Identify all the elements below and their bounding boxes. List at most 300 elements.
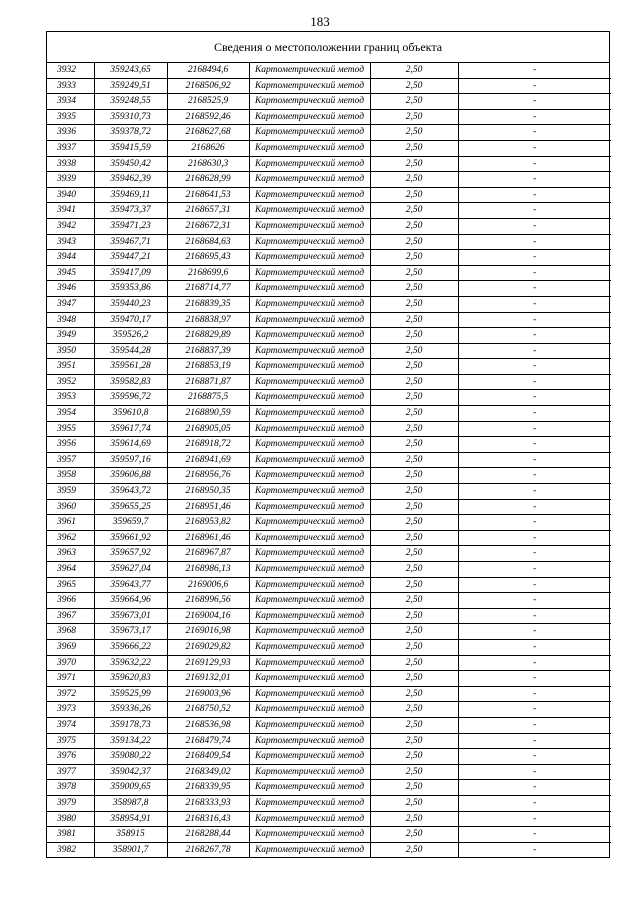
point-number-cell: 3934 xyxy=(47,94,94,110)
table-row xyxy=(47,94,611,110)
point-number-cell: 3933 xyxy=(47,78,94,94)
accuracy-cell: 2,50 xyxy=(370,733,458,749)
y-coordinate-cell: 2169003,96 xyxy=(167,686,249,702)
method-cell: Картометрический метод xyxy=(249,827,370,843)
method-cell: Картометрический метод xyxy=(249,437,370,453)
x-coordinate-cell: 359462,39 xyxy=(94,172,167,188)
y-coordinate-cell: 2168967,87 xyxy=(167,546,249,562)
description-cell: - xyxy=(458,624,611,640)
accuracy-cell: 2,50 xyxy=(370,156,458,172)
method-cell: Картометрический метод xyxy=(249,343,370,359)
y-coordinate-cell: 2168672,31 xyxy=(167,218,249,234)
accuracy-cell: 2,50 xyxy=(370,359,458,375)
y-coordinate-cell: 2168839,35 xyxy=(167,296,249,312)
y-coordinate-cell: 2169016,98 xyxy=(167,624,249,640)
x-coordinate-cell: 359525,99 xyxy=(94,686,167,702)
point-number-cell: 3948 xyxy=(47,312,94,328)
x-coordinate-cell: 359666,22 xyxy=(94,639,167,655)
y-coordinate-cell: 2168506,92 xyxy=(167,78,249,94)
x-coordinate-cell: 359417,09 xyxy=(94,265,167,281)
table-row xyxy=(47,328,611,344)
point-number-cell: 3968 xyxy=(47,624,94,640)
x-coordinate-cell: 359597,16 xyxy=(94,452,167,468)
x-coordinate-cell: 359378,72 xyxy=(94,125,167,141)
y-coordinate-cell: 2168349,02 xyxy=(167,764,249,780)
description-cell: - xyxy=(458,421,611,437)
accuracy-cell: 2,50 xyxy=(370,515,458,531)
accuracy-cell: 2,50 xyxy=(370,686,458,702)
table-row xyxy=(47,655,611,671)
description-cell: - xyxy=(458,702,611,718)
table-row xyxy=(47,63,611,78)
table-row xyxy=(47,125,611,141)
accuracy-cell: 2,50 xyxy=(370,655,458,671)
x-coordinate-cell: 359655,25 xyxy=(94,499,167,515)
x-coordinate-cell: 359415,59 xyxy=(94,140,167,156)
method-cell: Картометрический метод xyxy=(249,530,370,546)
x-coordinate-cell: 359606,88 xyxy=(94,468,167,484)
y-coordinate-cell: 2168339,95 xyxy=(167,780,249,796)
x-coordinate-cell: 359617,74 xyxy=(94,421,167,437)
point-number-cell: 3951 xyxy=(47,359,94,375)
point-number-cell: 3981 xyxy=(47,827,94,843)
x-coordinate-cell: 359526,2 xyxy=(94,328,167,344)
table-row xyxy=(47,452,611,468)
description-cell: - xyxy=(458,109,611,125)
y-coordinate-cell: 2168479,74 xyxy=(167,733,249,749)
point-number-cell: 3935 xyxy=(47,109,94,125)
y-coordinate-cell: 2168657,31 xyxy=(167,203,249,219)
y-coordinate-cell: 2168641,53 xyxy=(167,187,249,203)
description-cell: - xyxy=(458,437,611,453)
description-cell: - xyxy=(458,312,611,328)
description-cell: - xyxy=(458,94,611,110)
y-coordinate-cell: 2168750,52 xyxy=(167,702,249,718)
description-cell: - xyxy=(458,811,611,827)
x-coordinate-cell: 359310,73 xyxy=(94,109,167,125)
point-number-cell: 3969 xyxy=(47,639,94,655)
accuracy-cell: 2,50 xyxy=(370,827,458,843)
point-number-cell: 3960 xyxy=(47,499,94,515)
accuracy-cell: 2,50 xyxy=(370,764,458,780)
point-number-cell: 3953 xyxy=(47,390,94,406)
method-cell: Картометрический метод xyxy=(249,187,370,203)
description-cell: - xyxy=(458,234,611,250)
accuracy-cell: 2,50 xyxy=(370,125,458,141)
method-cell: Картометрический метод xyxy=(249,406,370,422)
table-row xyxy=(47,265,611,281)
table-title: Сведения о местоположении границ объекта xyxy=(47,32,609,63)
y-coordinate-cell: 2168525,9 xyxy=(167,94,249,110)
method-cell: Картометрический метод xyxy=(249,624,370,640)
accuracy-cell: 2,50 xyxy=(370,639,458,655)
method-cell: Картометрический метод xyxy=(249,390,370,406)
description-cell: - xyxy=(533,844,537,855)
table-row xyxy=(47,468,611,484)
point-number-cell: 3962 xyxy=(47,530,94,546)
accuracy-cell: 2,50 xyxy=(370,468,458,484)
y-coordinate-cell: 2168837,39 xyxy=(167,343,249,359)
table-row xyxy=(47,764,611,780)
y-coordinate-cell: 2168905,05 xyxy=(167,421,249,437)
accuracy-cell: 2,50 xyxy=(370,296,458,312)
accuracy-cell: 2,50 xyxy=(370,421,458,437)
x-coordinate-cell: 359178,73 xyxy=(94,717,167,733)
accuracy-cell: 2,50 xyxy=(370,390,458,406)
description-cell: - xyxy=(458,296,611,312)
point-number-cell: 3965 xyxy=(47,577,94,593)
y-coordinate-cell: 2168714,77 xyxy=(167,281,249,297)
x-coordinate-cell: 359561,28 xyxy=(94,359,167,375)
method-cell: Картометрический метод xyxy=(249,109,370,125)
description-cell: - xyxy=(458,577,611,593)
method-cell: Картометрический метод xyxy=(249,655,370,671)
description-cell: - xyxy=(458,172,611,188)
accuracy-cell: 2,50 xyxy=(370,749,458,765)
y-coordinate-cell: 2168627,68 xyxy=(167,125,249,141)
point-number-cell: 3943 xyxy=(47,234,94,250)
description-cell: - xyxy=(458,764,611,780)
description-cell: - xyxy=(458,562,611,578)
accuracy-cell: 2,50 xyxy=(370,530,458,546)
y-coordinate-cell: 2168409,54 xyxy=(167,749,249,765)
y-coordinate-cell: 2168853,19 xyxy=(167,359,249,375)
description-cell: - xyxy=(458,265,611,281)
accuracy-cell: 2,50 xyxy=(370,562,458,578)
method-cell: Картометрический метод xyxy=(249,63,370,78)
description-cell: - xyxy=(458,515,611,531)
y-coordinate-cell: 2169129,93 xyxy=(167,655,249,671)
point-number-cell: 3961 xyxy=(47,515,94,531)
table-row xyxy=(47,281,611,297)
x-coordinate-cell: 359353,86 xyxy=(94,281,167,297)
table-row xyxy=(47,312,611,328)
method-cell: Картометрический метод xyxy=(249,265,370,281)
y-coordinate-cell: 2168941,69 xyxy=(167,452,249,468)
table-row xyxy=(47,795,611,811)
table-row xyxy=(47,499,611,515)
x-coordinate-cell: 359450,42 xyxy=(94,156,167,172)
method-cell: Картометрический метод xyxy=(249,296,370,312)
accuracy-cell: 2,50 xyxy=(370,624,458,640)
x-coordinate-cell: 359009,65 xyxy=(94,780,167,796)
y-coordinate-cell: 2168699,6 xyxy=(167,265,249,281)
x-coordinate-cell: 359659,7 xyxy=(94,515,167,531)
y-coordinate-cell: 2168961,46 xyxy=(167,530,249,546)
table-row xyxy=(47,203,611,219)
method-cell: Картометрический метод xyxy=(249,374,370,390)
accuracy-cell: 2,50 xyxy=(370,780,458,796)
method-cell: Картометрический метод xyxy=(249,733,370,749)
description-cell: - xyxy=(458,468,611,484)
point-number-cell: 3959 xyxy=(47,484,94,500)
method-cell: Картометрический метод xyxy=(249,608,370,624)
method-cell: Картометрический метод xyxy=(249,250,370,266)
table-row xyxy=(47,250,611,266)
x-coordinate-cell: 359080,22 xyxy=(94,749,167,765)
table-row xyxy=(47,530,611,546)
accuracy-cell: 2,50 xyxy=(370,577,458,593)
accuracy-cell: 2,50 xyxy=(370,484,458,500)
table-row xyxy=(47,359,611,375)
accuracy-cell: 2,50 xyxy=(370,546,458,562)
method-cell: Картометрический метод xyxy=(249,140,370,156)
method-cell: Картометрический метод xyxy=(249,811,370,827)
method-cell: Картометрический метод xyxy=(249,203,370,219)
table-row xyxy=(47,109,611,125)
point-number-cell: 3944 xyxy=(47,250,94,266)
method-cell: Картометрический метод xyxy=(249,312,370,328)
accuracy-cell: 2,50 xyxy=(370,63,458,78)
description-cell: - xyxy=(458,390,611,406)
description-cell: - xyxy=(458,218,611,234)
accuracy-cell: 2,50 xyxy=(370,187,458,203)
x-coordinate-cell: 359627,04 xyxy=(94,562,167,578)
table-row xyxy=(47,421,611,437)
point-number-cell: 3973 xyxy=(47,702,94,718)
x-coordinate-cell: 359661,92 xyxy=(94,530,167,546)
y-coordinate-cell: 2168918,72 xyxy=(167,437,249,453)
y-coordinate-cell: 2168494,6 xyxy=(167,63,249,78)
accuracy-cell: 2,50 xyxy=(370,593,458,609)
y-coordinate-cell: 2168536,98 xyxy=(167,717,249,733)
point-number-cell: 3941 xyxy=(47,203,94,219)
y-coordinate-cell: 2168695,43 xyxy=(167,250,249,266)
description-cell: - xyxy=(458,281,611,297)
y-coordinate-cell: 2168996,56 xyxy=(167,593,249,609)
table-row xyxy=(47,702,611,718)
accuracy-cell: 2,50 xyxy=(370,795,458,811)
point-number-cell: 3956 xyxy=(47,437,94,453)
point-number-cell: 3940 xyxy=(47,187,94,203)
accuracy-cell: 2,50 xyxy=(370,328,458,344)
x-coordinate-cell: 359582,83 xyxy=(94,374,167,390)
method-cell: Картометрический метод xyxy=(249,702,370,718)
accuracy-cell: 2,50 xyxy=(370,281,458,297)
x-coordinate-cell: 359470,17 xyxy=(94,312,167,328)
accuracy-cell: 2,50 xyxy=(370,406,458,422)
table-row xyxy=(47,546,611,562)
method-cell: Картометрический метод xyxy=(249,499,370,515)
table-row xyxy=(47,156,611,172)
description-cell: - xyxy=(458,156,611,172)
point-number-cell: 3977 xyxy=(47,764,94,780)
method-cell: Картометрический метод xyxy=(249,452,370,468)
y-coordinate-cell: 2168628,99 xyxy=(167,172,249,188)
accuracy-cell: 2,50 xyxy=(370,265,458,281)
x-coordinate-cell: 359473,37 xyxy=(94,203,167,219)
accuracy-cell: 2,50 xyxy=(370,452,458,468)
y-coordinate-cell: 2168684,63 xyxy=(167,234,249,250)
method-cell: Картометрический метод xyxy=(249,328,370,344)
description-cell: - xyxy=(458,608,611,624)
table-row xyxy=(47,608,611,624)
table-row xyxy=(47,484,611,500)
x-coordinate-cell: 359243,65 xyxy=(94,63,167,78)
method-cell: Картометрический метод xyxy=(249,172,370,188)
point-number-cell: 3978 xyxy=(47,780,94,796)
table-row xyxy=(47,749,611,765)
point-number-cell: 3939 xyxy=(47,172,94,188)
method-cell: Картометрический метод xyxy=(249,515,370,531)
y-coordinate-cell: 2168267,78 xyxy=(167,842,249,857)
point-number-cell: 3937 xyxy=(47,140,94,156)
point-number-cell: 3967 xyxy=(47,608,94,624)
y-coordinate-cell: 2168630,3 xyxy=(167,156,249,172)
table-row xyxy=(47,234,611,250)
table-row xyxy=(47,140,611,156)
table-row xyxy=(47,827,611,843)
point-number-cell: 3936 xyxy=(47,125,94,141)
method-cell: Картометрический метод xyxy=(249,671,370,687)
table-row xyxy=(47,577,611,593)
method-cell: Картометрический метод xyxy=(249,686,370,702)
y-coordinate-cell: 2168829,89 xyxy=(167,328,249,344)
y-coordinate-cell: 2169029,82 xyxy=(167,639,249,655)
point-number-cell: 3982 xyxy=(47,842,94,857)
point-number-cell: 3974 xyxy=(47,717,94,733)
point-number-cell: 3942 xyxy=(47,218,94,234)
table-row xyxy=(47,390,611,406)
point-number-cell: 3964 xyxy=(47,562,94,578)
table-row xyxy=(47,593,611,609)
table-row xyxy=(47,218,611,234)
point-number-cell: 3975 xyxy=(47,733,94,749)
description-cell: - xyxy=(458,78,611,94)
description-cell: - xyxy=(458,733,611,749)
accuracy-cell: 2,50 xyxy=(370,842,458,857)
x-coordinate-cell: 359596,72 xyxy=(94,390,167,406)
method-cell: Картометрический метод xyxy=(249,421,370,437)
method-cell: Картометрический метод xyxy=(249,218,370,234)
description-cell: - xyxy=(458,530,611,546)
table-row xyxy=(47,562,611,578)
y-coordinate-cell: 2168871,87 xyxy=(167,374,249,390)
description-cell: - xyxy=(458,639,611,655)
point-number-cell: 3954 xyxy=(47,406,94,422)
table-row xyxy=(47,296,611,312)
table-row xyxy=(47,515,611,531)
description-cell: - xyxy=(458,546,611,562)
table-row xyxy=(47,686,611,702)
point-number-cell: 3952 xyxy=(47,374,94,390)
description-cell: - xyxy=(458,187,611,203)
point-number-cell: 3932 xyxy=(47,63,94,78)
point-number-cell: 3971 xyxy=(47,671,94,687)
x-coordinate-cell: 358987,8 xyxy=(94,795,167,811)
x-coordinate-cell: 358954,91 xyxy=(94,811,167,827)
method-cell: Картометрический метод xyxy=(249,764,370,780)
description-cell: - xyxy=(458,780,611,796)
accuracy-cell: 2,50 xyxy=(370,717,458,733)
accuracy-cell: 2,50 xyxy=(370,140,458,156)
method-cell: Картометрический метод xyxy=(249,780,370,796)
point-number-cell: 3950 xyxy=(47,343,94,359)
method-cell: Картометрический метод xyxy=(249,156,370,172)
description-cell: - xyxy=(458,343,611,359)
x-coordinate-cell: 359673,01 xyxy=(94,608,167,624)
method-cell: Картометрический метод xyxy=(249,749,370,765)
description-cell: - xyxy=(458,484,611,500)
accuracy-cell: 2,50 xyxy=(370,218,458,234)
x-coordinate-cell: 359042,37 xyxy=(94,764,167,780)
description-cell: - xyxy=(458,593,611,609)
y-coordinate-cell: 2168288,44 xyxy=(167,827,249,843)
point-number-cell: 3976 xyxy=(47,749,94,765)
description-cell: - xyxy=(458,749,611,765)
table-row xyxy=(47,733,611,749)
description-cell: - xyxy=(458,250,611,266)
accuracy-cell: 2,50 xyxy=(370,78,458,94)
method-cell: Картометрический метод xyxy=(249,795,370,811)
accuracy-cell: 2,50 xyxy=(370,172,458,188)
description-cell: - xyxy=(458,203,611,219)
point-number-cell: 3979 xyxy=(47,795,94,811)
x-coordinate-cell: 359336,26 xyxy=(94,702,167,718)
accuracy-cell: 2,50 xyxy=(370,671,458,687)
table-row xyxy=(47,717,611,733)
page-number: 183 xyxy=(310,14,330,29)
description-cell: - xyxy=(458,140,611,156)
description-cell: - xyxy=(458,655,611,671)
x-coordinate-cell: 358915 xyxy=(94,827,167,843)
accuracy-cell: 2,50 xyxy=(370,94,458,110)
table-row xyxy=(47,624,611,640)
point-number-cell: 3966 xyxy=(47,593,94,609)
accuracy-cell: 2,50 xyxy=(370,608,458,624)
x-coordinate-cell: 359673,17 xyxy=(94,624,167,640)
point-number-cell: 3955 xyxy=(47,421,94,437)
x-coordinate-cell: 359544,28 xyxy=(94,343,167,359)
point-number-cell: 3947 xyxy=(47,296,94,312)
description-cell: - xyxy=(458,406,611,422)
table-body xyxy=(47,63,611,857)
y-coordinate-cell: 2168838,97 xyxy=(167,312,249,328)
point-number-cell: 3972 xyxy=(47,686,94,702)
accuracy-cell: 2,50 xyxy=(370,312,458,328)
x-coordinate-cell: 359471,23 xyxy=(94,218,167,234)
x-coordinate-cell: 359467,71 xyxy=(94,234,167,250)
y-coordinate-cell: 2168956,76 xyxy=(167,468,249,484)
point-number-cell: 3946 xyxy=(47,281,94,297)
table-row xyxy=(47,406,611,422)
y-coordinate-cell: 2168986,13 xyxy=(167,562,249,578)
method-cell: Картометрический метод xyxy=(249,234,370,250)
description-cell: - xyxy=(458,125,611,141)
y-coordinate-cell: 2168950,35 xyxy=(167,484,249,500)
table-row xyxy=(47,187,611,203)
method-cell: Картометрический метод xyxy=(249,593,370,609)
y-coordinate-cell: 2168626 xyxy=(167,140,249,156)
y-coordinate-cell: 2168333,93 xyxy=(167,795,249,811)
description-cell: - xyxy=(458,374,611,390)
y-coordinate-cell: 2168890,59 xyxy=(167,406,249,422)
description-cell: - xyxy=(458,686,611,702)
method-cell: Картометрический метод xyxy=(249,468,370,484)
x-coordinate-cell: 359657,92 xyxy=(94,546,167,562)
point-number-cell: 3938 xyxy=(47,156,94,172)
x-coordinate-cell: 359248,55 xyxy=(94,94,167,110)
method-cell: Картометрический метод xyxy=(249,577,370,593)
description-cell: - xyxy=(458,359,611,375)
table-row xyxy=(47,78,611,94)
method-cell: Картометрический метод xyxy=(249,78,370,94)
accuracy-cell: 2,50 xyxy=(370,234,458,250)
description-cell: - xyxy=(458,328,611,344)
x-coordinate-cell: 359610,8 xyxy=(94,406,167,422)
table-row xyxy=(47,374,611,390)
x-coordinate-cell: 359469,11 xyxy=(94,187,167,203)
